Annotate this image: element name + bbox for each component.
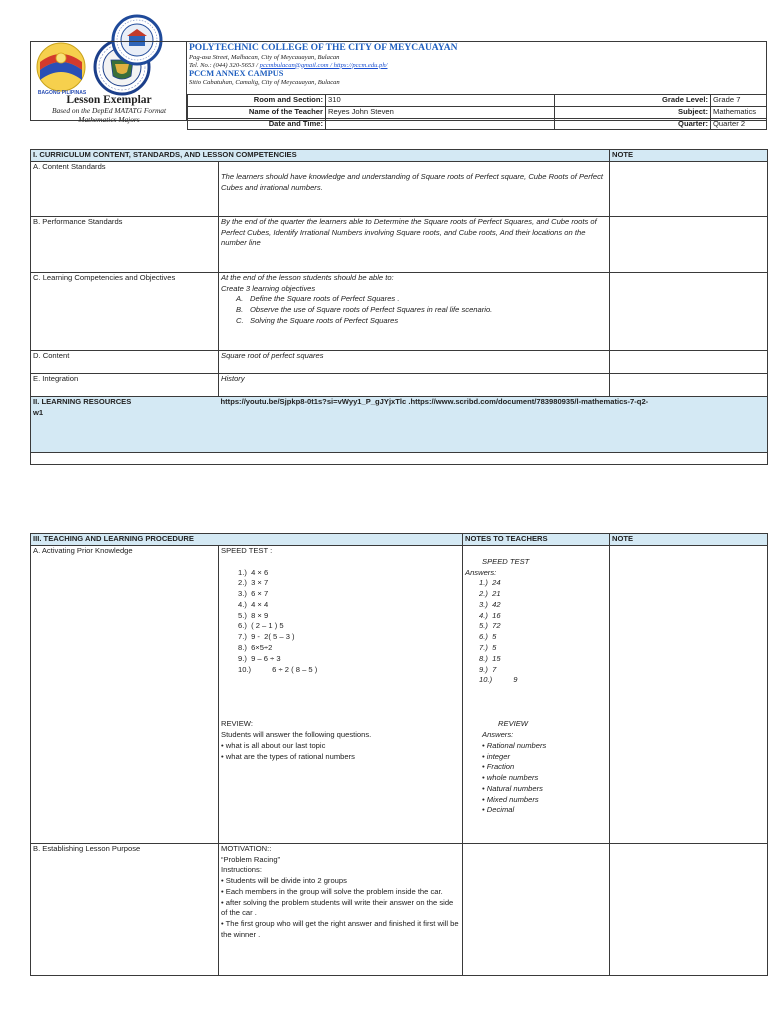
notes-speed-title: SPEED TEST	[482, 556, 530, 566]
resources-label-cell	[31, 396, 219, 452]
list-item: • Mixed numbers	[482, 794, 539, 804]
instructions-label: Instructions:	[221, 865, 262, 875]
purpose-cell	[219, 843, 463, 975]
section1-heading: I. CURRICULUM CONTENT, STANDARDS, AND LESSON COMPETENCIES	[31, 150, 610, 162]
teacher-value: Reyes John Steven	[326, 106, 555, 118]
list-item: • what are the types of rational numbers	[221, 751, 355, 761]
quarter-value: Quarter 2	[711, 118, 767, 130]
objective-item: B. Observe the use of Square roots of Perfect Squares in real life scenario.	[236, 305, 493, 315]
lesson-exemplar-block	[31, 94, 187, 124]
content-standards-note	[610, 161, 768, 216]
speed-answers-list	[465, 578, 607, 686]
teacher-label: Name of the Teacher	[188, 106, 326, 118]
motivation-game: “Problem Racing”	[221, 854, 281, 864]
info-table	[187, 94, 767, 130]
list-item: • Each members in the group will solve the problem inside the car.	[221, 886, 443, 896]
review-title: REVIEW:	[221, 719, 253, 729]
competencies-create: Create 3 learning objectives	[221, 283, 316, 293]
content-standards-text: The learners should have knowledge and understanding of Square roots of Perfect square, Cube Roots of Perfect Cubes and irrational numbers.	[219, 161, 610, 216]
activating-note	[610, 545, 768, 843]
subject-value: Mathematics	[711, 106, 767, 118]
procedure-table	[30, 533, 768, 976]
college-contact	[189, 62, 764, 70]
notes-answers-label: Answers:	[465, 567, 497, 577]
date-label: Date and Time:	[188, 118, 326, 130]
purpose-note	[610, 843, 768, 975]
exemplar-title: Lesson Exemplar	[66, 94, 152, 106]
competencies-cell	[219, 272, 610, 350]
notes-teachers-cell	[463, 545, 610, 843]
resources-label: II. LEARNING RESOURCES	[33, 396, 132, 406]
performance-standards-label: B. Performance Standards	[31, 216, 219, 272]
list-item: 1.) 24	[479, 578, 501, 588]
date-value	[326, 118, 555, 130]
activating-label: A. Activating Prior Knowledge	[31, 545, 219, 843]
resources-links[interactable]: https://youtu.be/Sjpkp8-0t1s?si=vWyy1_P_gJYjxTlc .https://www.scribd.com/document/783980935/l-mathematics-7-q2-	[219, 396, 768, 452]
speed-test-list	[221, 568, 460, 676]
list-item: 7.) 5	[479, 643, 497, 653]
integration-label: E. Integration	[31, 373, 219, 396]
purpose-label: B. Establishing Lesson Purpose	[31, 843, 219, 975]
list-item: 5.) 72	[479, 621, 501, 631]
grade-value: Grade 7	[711, 95, 767, 107]
exemplar-subtitle-1: Based on the DepEd MATATG Format	[51, 106, 167, 116]
list-item: • after solving the problem students will write their answer on the side of the car .	[221, 897, 454, 918]
list-item: 8.) 15	[479, 653, 501, 663]
list-item: 9.) 7	[479, 664, 497, 674]
content-standards-label: A. Content Standards	[31, 161, 219, 216]
list-item: 9.) 9 – 6 ÷ 3	[238, 653, 281, 663]
section3-heading: III. TEACHING AND LEARNING PROCEDURE	[31, 534, 463, 546]
performance-standards-note	[610, 216, 768, 272]
list-item: • The first group who will get the right answer and finished it first will be the winner .	[221, 919, 459, 940]
list-item: 4.) 16	[479, 610, 501, 620]
section3-note-heading: NOTE	[610, 534, 768, 546]
purpose-notes	[463, 843, 610, 975]
objective-item: A. Define the Square roots of Perfect Squares .	[236, 294, 400, 304]
notes-review-answers-label: Answers:	[482, 729, 514, 739]
review-answers-list	[465, 741, 607, 816]
list-item: • Rational numbers	[482, 740, 547, 750]
list-item: • Students will be divide into 2 groups	[221, 876, 347, 886]
list-item: 3.) 42	[479, 599, 501, 609]
list-item: 10.) 9	[479, 675, 518, 685]
section1-footer-row	[31, 452, 768, 464]
integration-text: History	[219, 373, 610, 396]
motivation-title: MOTIVATION::	[221, 843, 272, 853]
notes-teachers-heading: NOTES TO TEACHERS	[463, 534, 610, 546]
list-item: 6.) 5	[479, 632, 497, 642]
content-text: Square root of perfect squares	[219, 350, 610, 373]
college-name: POLYTECHNIC COLLEGE OF THE CITY OF MEYCAUAYAN	[189, 43, 458, 53]
list-item: 7.) 9 - 2( 5 – 3 )	[238, 632, 295, 642]
list-item: 5.) 8 × 9	[238, 610, 269, 620]
content-label: D. Content	[31, 350, 219, 373]
room-label: Room and Section:	[188, 95, 326, 107]
contact-links[interactable]: pccmbulacan@gmail.com / https://pccm.edu.ph/	[259, 61, 388, 69]
tel-prefix: Tel. No.: (044) 320-5653 /	[189, 61, 260, 69]
content-note	[610, 350, 768, 373]
competencies-note	[610, 272, 768, 350]
room-value: 310	[326, 95, 555, 107]
subject-label: Subject:	[555, 106, 711, 118]
logo-left-text: BAGONG PILIPINAS	[37, 90, 87, 96]
list-item: • what is all about our last topic	[221, 740, 326, 750]
list-item: 4.) 4 × 4	[238, 599, 269, 609]
speed-test-title: SPEED TEST :	[221, 545, 273, 555]
college-address: Pag-asa Street, Malhacan, City of Meycauayan, Bulacan	[189, 53, 340, 61]
performance-standards-text: By the end of the quarter the learners able to Determine the Square roots of Perfect Squares, and Cube roots of Perfect Cubes, Identify Irrational Numbers involving Square roots, and Cube roots, And their locations on the number line	[219, 216, 610, 272]
review-intro: Students will answer the following questions.	[221, 730, 372, 740]
curriculum-table	[30, 149, 768, 465]
list-item: • Fraction	[482, 762, 515, 772]
list-item: • integer	[482, 751, 511, 761]
competencies-intro: At the end of the lesson students should be able to:	[221, 272, 394, 282]
resources-label-continued: w1	[33, 407, 44, 417]
annex-name: PCCM ANNEX CAMPUS	[189, 69, 284, 79]
list-item: 10.) 6 ÷ 2 ( 8 – 5 )	[238, 664, 318, 674]
quarter-label: Quarter:	[555, 118, 711, 130]
list-item: 6.) ( 2 – 1 ) 5	[238, 621, 284, 631]
list-item: 2.) 21	[479, 589, 501, 599]
notes-review-title: REVIEW	[498, 719, 528, 729]
list-item: • whole numbers	[482, 773, 539, 783]
list-item: 8.) 6×5÷2	[238, 643, 273, 653]
list-item: 3.) 6 × 7	[238, 589, 269, 599]
activating-cell	[219, 545, 463, 843]
annex-address: Sitio Cabatuhan, Camalig, City of Meycauayan, Bulacan	[189, 78, 340, 86]
list-item: 2.) 3 × 7	[238, 578, 269, 588]
competencies-label: C. Learning Competencies and Objectives	[31, 272, 219, 350]
list-item: • Natural numbers	[482, 783, 543, 793]
integration-note	[610, 373, 768, 396]
objective-item: C. Solving the Square roots of Perfect Squares	[236, 315, 399, 325]
section1-note-heading: NOTE	[610, 150, 768, 162]
list-item: • Decimal	[482, 805, 515, 815]
list-item: 1.) 4 × 6	[238, 567, 269, 577]
exemplar-subtitle-2: Mathematics Majors	[78, 114, 140, 124]
grade-label: Grade Level:	[555, 95, 711, 107]
